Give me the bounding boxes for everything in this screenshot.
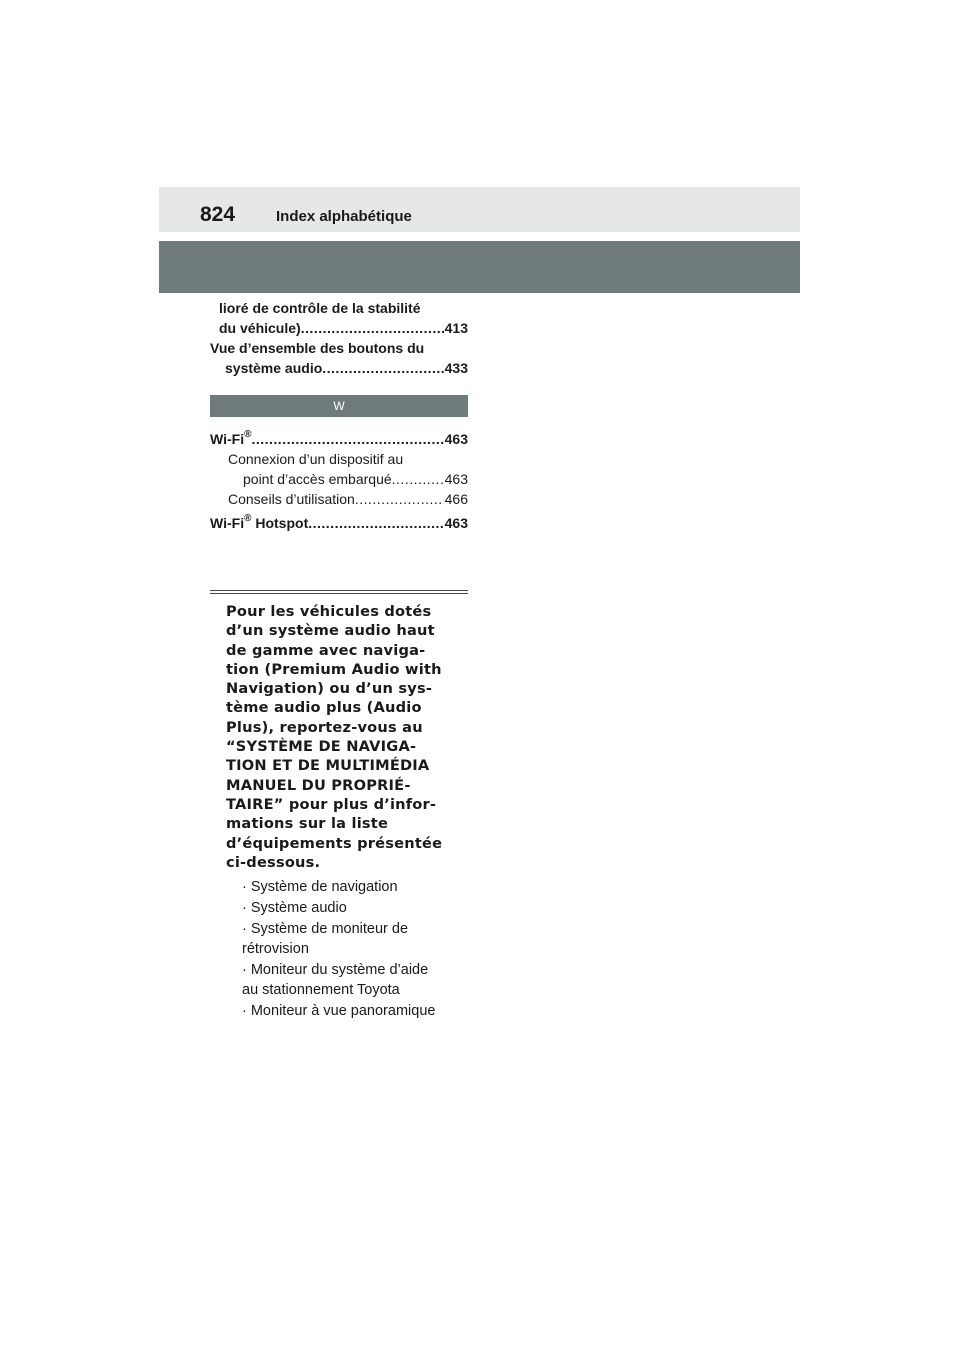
list-item-text: · Moniteur à vue panoramique <box>242 1003 436 1020</box>
section-title: Index alphabétique <box>276 208 412 225</box>
dot-leader <box>355 489 444 509</box>
note-line: Pour les véhicules dotés <box>226 603 432 620</box>
registered-mark: ® <box>244 513 252 525</box>
entry-line: Vue d’ensemble des boutons du <box>210 340 425 356</box>
entry-text <box>210 429 251 449</box>
note-text <box>210 602 468 872</box>
entry-text: système audio <box>225 360 323 376</box>
wifi-label: Wi-Fi <box>210 515 245 531</box>
entry-text: Conseils d’utilisation <box>228 491 355 507</box>
header-bar <box>159 187 800 232</box>
list-item-text: · Système de moniteur de <box>242 921 409 938</box>
page-ref: 433 <box>444 360 468 376</box>
dot-leader <box>251 429 443 449</box>
dot-leader <box>301 318 444 338</box>
letter-heading: W <box>210 395 468 417</box>
note-line: Navigation) ou d’un sys- <box>226 680 433 698</box>
list-item <box>242 1001 468 1021</box>
note-line: “SYSTÈME DE NAVIGA- <box>226 738 417 756</box>
equipment-list <box>210 877 468 1021</box>
page-ref: 463 <box>444 515 468 531</box>
title-band <box>159 241 800 293</box>
note-line: tion (Premium Audio with <box>226 660 442 678</box>
index-subentry-conseils <box>210 489 468 509</box>
list-item-text: au stationnement Toyota <box>242 982 400 999</box>
divider-rule <box>210 590 468 591</box>
registered-mark: ® <box>244 429 252 441</box>
dot-leader <box>308 513 443 533</box>
index-entry-stabilite <box>210 298 468 338</box>
list-item <box>242 898 468 918</box>
entry-leader-line <box>210 429 468 449</box>
entry-line: lioré de contrôle de la stabilité <box>219 300 421 316</box>
divider-rule <box>210 593 468 594</box>
note-line: de gamme avec naviga- <box>226 641 426 659</box>
index-entry-hotspot <box>210 513 468 533</box>
note-line: ci-dessous. <box>226 853 321 871</box>
page-ref: 466 <box>444 491 468 507</box>
entry-leader-line <box>228 489 468 509</box>
page-ref: 463 <box>444 431 468 447</box>
list-item <box>242 919 468 959</box>
note-line: d’équipements présentée <box>226 834 443 852</box>
note-block <box>210 602 468 1022</box>
entry-leader-line <box>219 318 468 338</box>
note-line: d’un système audio haut <box>226 622 435 640</box>
note-line: TAIRE” pour plus d’infor- <box>226 795 437 813</box>
list-item-text: · Moniteur du système d’aide <box>242 962 429 979</box>
entry-text: point d’accès embarqué <box>243 471 392 487</box>
entry-text <box>210 513 308 533</box>
list-item <box>242 960 468 1000</box>
wifi-label: Wi-Fi <box>210 431 245 447</box>
entry-leader-line <box>210 358 468 378</box>
note-line: tème audio plus (Audio <box>226 699 422 717</box>
list-item-text: rétrovision <box>242 941 309 958</box>
list-item-text: · Système audio <box>242 900 347 917</box>
hotspot-label: Hotspot <box>251 515 309 531</box>
entry-text: du véhicule) <box>219 320 301 336</box>
index-column <box>210 298 468 378</box>
dot-leader <box>322 358 443 378</box>
page-number: 824 <box>200 203 236 226</box>
list-item <box>242 877 468 897</box>
index-entry-wifi <box>210 429 468 449</box>
dot-leader <box>392 469 444 489</box>
entry-line: Connexion d’un dispositif au <box>228 451 404 467</box>
entry-leader-line <box>228 469 468 489</box>
note-line: TION ET DE MULTIMÉDIA <box>226 757 430 775</box>
index-entry-vue-ensemble <box>210 338 468 378</box>
page-ref: 463 <box>444 471 468 487</box>
note-line: Plus), reportez-vous au <box>226 718 423 736</box>
index-subentry-connexion <box>210 449 468 489</box>
list-item-text: · Système de navigation <box>242 879 398 896</box>
note-line: mations sur la liste <box>226 815 389 833</box>
note-line: MANUEL DU PROPRIÉ- <box>226 776 411 794</box>
entry-leader-line <box>210 513 468 533</box>
page-ref: 413 <box>444 320 468 336</box>
index-column-w <box>210 429 468 533</box>
